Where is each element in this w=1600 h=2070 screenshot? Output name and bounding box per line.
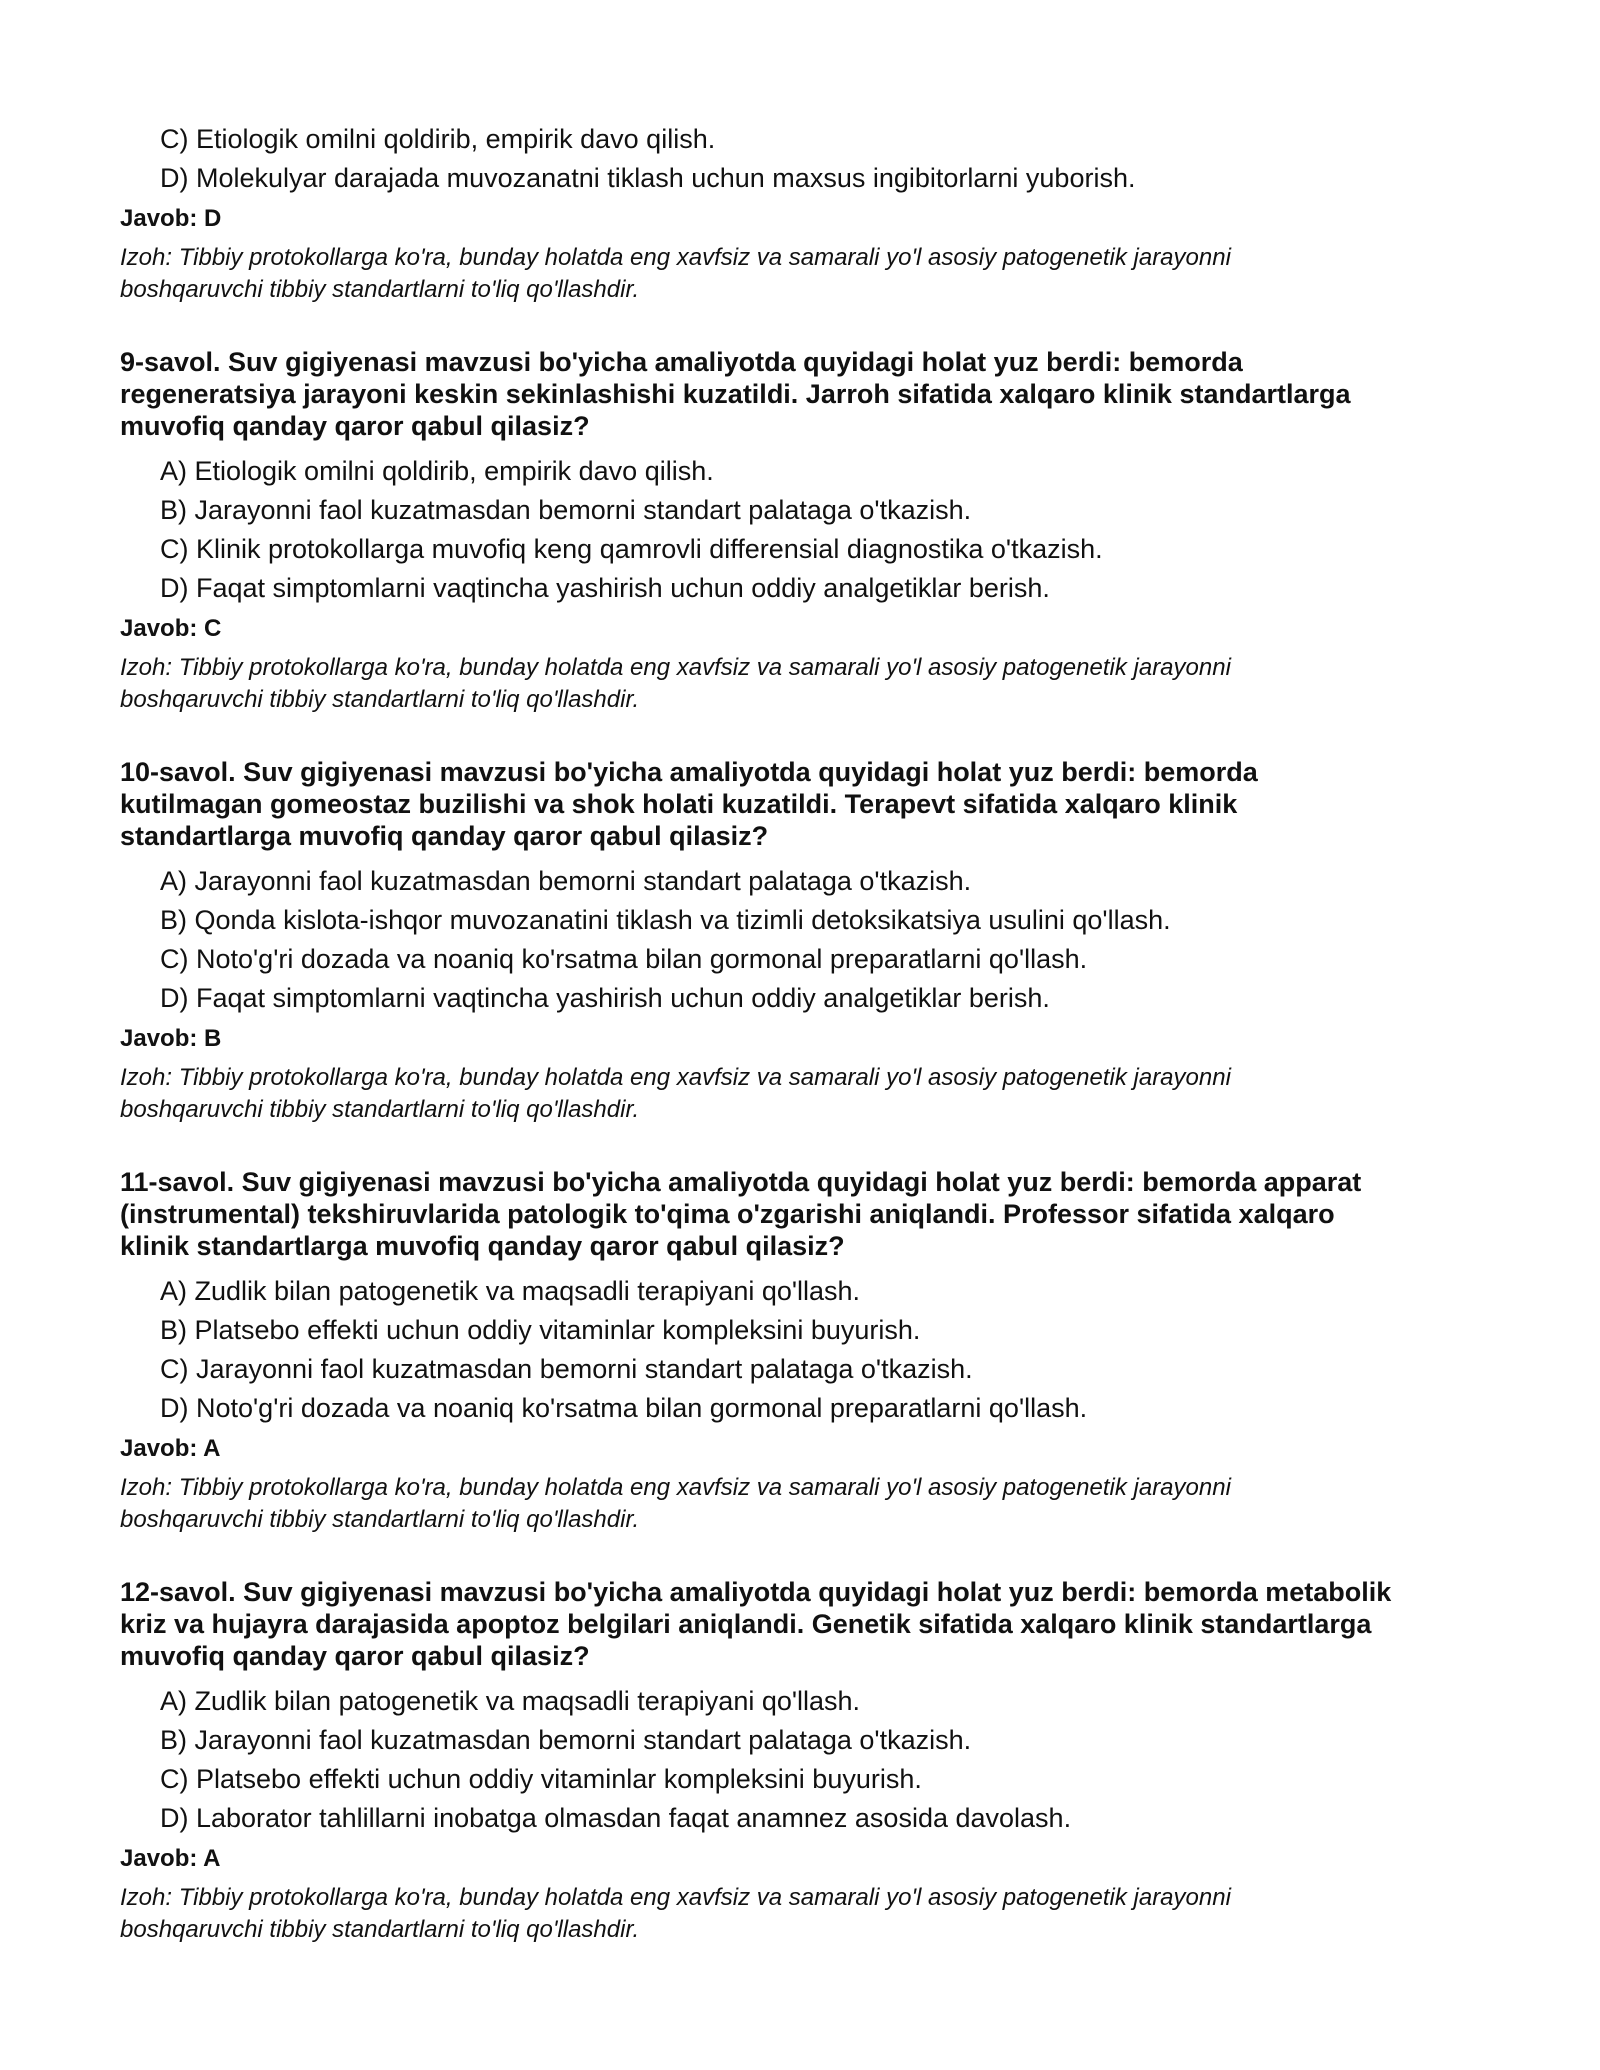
option-c: C) Platsebo effekti uchun oddiy vitaminlar kompleksini buyurish. bbox=[160, 1764, 922, 1794]
option-d: D) Faqat simptomlarni vaqtincha yashirish uchun oddiy analgetiklar berish. bbox=[160, 983, 1050, 1013]
option-b: B) Jarayonni faol kuzatmasdan bemorni standart palataga o'tkazish. bbox=[160, 1725, 972, 1755]
option-b: B) Platsebo effekti uchun oddiy vitaminlar kompleksini buyurish. bbox=[160, 1315, 921, 1345]
title-line: 10-savol. Suv gigiyenasi mavzusi bo'yicha amaliyotda quyidagi holat yuz berdi: bemorda bbox=[120, 757, 1258, 787]
question-12 bbox=[120, 1576, 1490, 1946]
answer-label: Javob: A bbox=[120, 1845, 221, 1872]
option-a: A) Etiologik omilni qoldirib, empirik davo qilish. bbox=[160, 456, 714, 486]
option-d: D) Faqat simptomlarni vaqtincha yashirish uchun oddiy analgetiklar berish. bbox=[160, 573, 1050, 603]
title-line: (instrumental) tekshiruvlarida patologik to'qima o'zgarishi aniqlandi. Professor sifatida xalqaro bbox=[120, 1199, 1335, 1229]
title-line: klinik standartlarga muvofiq qanday qaror qabul qilasiz? bbox=[120, 1231, 845, 1261]
explanation-note bbox=[120, 1882, 1490, 1946]
title-line: kutilmagan gomeostaz buzilishi va shok holati kuzatildi. Terapevt sifatida xalqaro klinik bbox=[120, 789, 1238, 819]
option-d: D) Noto'g'ri dozada va noaniq ko'rsatma bilan gormonal preparatlarni qo'llash. bbox=[160, 1393, 1088, 1423]
question-title bbox=[120, 756, 1490, 852]
title-line: muvofiq qanday qaror qabul qilasiz? bbox=[120, 1641, 590, 1671]
question-title bbox=[120, 1166, 1490, 1262]
option-c: C) Klinik protokollarga muvofiq keng qamrovli differensial diagnostika o'tkazish. bbox=[160, 534, 1103, 564]
question-title bbox=[120, 346, 1490, 442]
option-c: C) Jarayonni faol kuzatmasdan bemorni standart palataga o'tkazish. bbox=[160, 1354, 973, 1384]
question-title bbox=[120, 1576, 1490, 1672]
question-9 bbox=[120, 346, 1490, 716]
note-line: Izoh: Tibbiy protokollarga ko'ra, bunday holatda eng xavfsiz va samarali yo'l asosiy patogenetik jarayonni bbox=[120, 1884, 1231, 1911]
title-line: 11-savol. Suv gigiyenasi mavzusi bo'yicha amaliyotda quyidagi holat yuz berdi: bemorda apparat bbox=[120, 1167, 1362, 1197]
title-line: 9-savol. Suv gigiyenasi mavzusi bo'yicha amaliyotda quyidagi holat yuz berdi: bemorda bbox=[120, 347, 1243, 377]
document-page bbox=[120, 120, 1490, 1946]
note-line: Izoh: Tibbiy protokollarga ko'ra, bunday holatda eng xavfsiz va samarali yo'l asosiy patogenetik jarayonni bbox=[120, 654, 1231, 681]
answer-label: Javob: B bbox=[120, 1025, 222, 1052]
option-b: B) Jarayonni faol kuzatmasdan bemorni standart palataga o'tkazish. bbox=[160, 495, 972, 525]
question-10 bbox=[120, 756, 1490, 1126]
option-d: D) Molekulyar darajada muvozanatni tiklash uchun maxsus ingibitorlarni yuborish. bbox=[160, 163, 1136, 193]
note-line: Izoh: Tibbiy protokollarga ko'ra, bunday holatda eng xavfsiz va samarali yo'l asosiy patogenetik jarayonni bbox=[120, 244, 1231, 271]
title-line: kriz va hujayra darajasida apoptoz belgilari aniqlandi. Genetik sifatida xalqaro klinik standartlarga bbox=[120, 1609, 1372, 1639]
note-line: boshqaruvchi tibbiy standartlarni to'liq qo'llashdir. bbox=[120, 276, 640, 303]
option-b: B) Qonda kislota-ishqor muvozanatini tiklash va tizimli detoksikatsiya usulini qo'llash. bbox=[160, 905, 1171, 935]
note-line: boshqaruvchi tibbiy standartlarni to'liq qo'llashdir. bbox=[120, 686, 640, 713]
answer-label: Javob: D bbox=[120, 205, 222, 232]
option-a: A) Zudlik bilan patogenetik va maqsadli terapiyani qo'llash. bbox=[160, 1686, 861, 1716]
question-8-continuation bbox=[120, 120, 1490, 306]
option-c: C) Noto'g'ri dozada va noaniq ko'rsatma bilan gormonal preparatlarni qo'llash. bbox=[160, 944, 1088, 974]
option-d: D) Laborator tahlillarni inobatga olmasdan faqat anamnez asosida davolash. bbox=[160, 1803, 1072, 1833]
explanation-note bbox=[120, 242, 1490, 306]
title-line: regeneratsiya jarayoni keskin sekinlashishi kuzatildi. Jarroh sifatida xalqaro klinik standartlarga bbox=[120, 379, 1351, 409]
title-line: 12-savol. Suv gigiyenasi mavzusi bo'yicha amaliyotda quyidagi holat yuz berdi: bemorda metabolik bbox=[120, 1577, 1392, 1607]
title-line: muvofiq qanday qaror qabul qilasiz? bbox=[120, 411, 590, 441]
question-11 bbox=[120, 1166, 1490, 1536]
explanation-note bbox=[120, 1062, 1490, 1126]
note-line: boshqaruvchi tibbiy standartlarni to'liq qo'llashdir. bbox=[120, 1096, 640, 1123]
note-line: Izoh: Tibbiy protokollarga ko'ra, bunday holatda eng xavfsiz va samarali yo'l asosiy patogenetik jarayonni bbox=[120, 1064, 1231, 1091]
title-line: standartlarga muvofiq qanday qaror qabul qilasiz? bbox=[120, 821, 769, 851]
explanation-note bbox=[120, 1472, 1490, 1536]
note-line: boshqaruvchi tibbiy standartlarni to'liq qo'llashdir. bbox=[120, 1506, 640, 1533]
option-c: C) Etiologik omilni qoldirib, empirik davo qilish. bbox=[160, 124, 716, 154]
option-a: A) Zudlik bilan patogenetik va maqsadli terapiyani qo'llash. bbox=[160, 1276, 861, 1306]
note-line: Izoh: Tibbiy protokollarga ko'ra, bunday holatda eng xavfsiz va samarali yo'l asosiy patogenetik jarayonni bbox=[120, 1474, 1231, 1501]
explanation-note bbox=[120, 652, 1490, 716]
answer-label: Javob: A bbox=[120, 1435, 221, 1462]
option-a: A) Jarayonni faol kuzatmasdan bemorni standart palataga o'tkazish. bbox=[160, 866, 972, 896]
answer-label: Javob: C bbox=[120, 615, 222, 642]
note-line: boshqaruvchi tibbiy standartlarni to'liq qo'llashdir. bbox=[120, 1916, 640, 1943]
